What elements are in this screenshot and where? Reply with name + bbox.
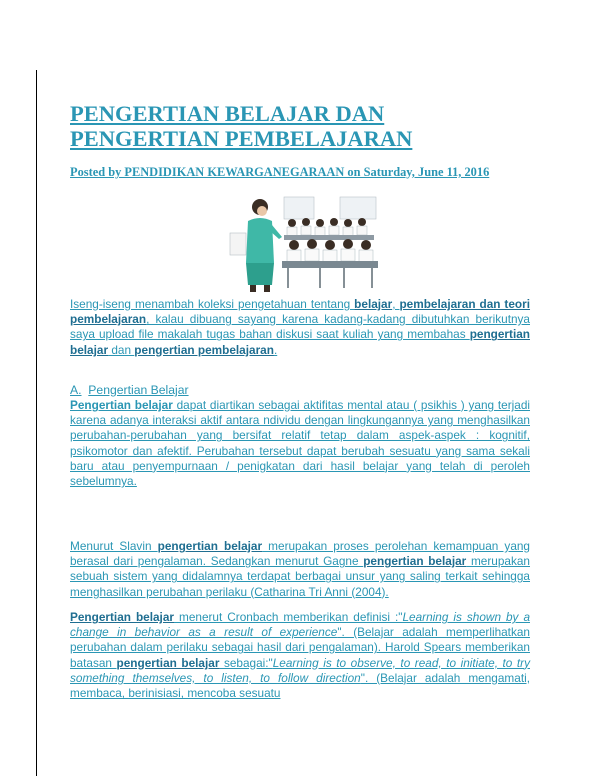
spears-text-1[interactable]: sebagai:" xyxy=(219,655,273,670)
cronbach-quote[interactable]: Learning is shown by a change in behavior as a result of experience xyxy=(70,610,530,640)
spears-text-2[interactable]: ". (Belajar adalah mengamati, membaca, berinisiasi, mencoba sesuatu xyxy=(70,670,530,701)
post-byline[interactable]: Posted by PENDIDIKAN KEWARGANEGARAAN on Saturday, June 11, 2016 xyxy=(70,165,490,179)
keyword-link-pengertian-belajar[interactable]: pengertian belajar xyxy=(116,655,220,670)
keyword-link-pengertian-belajar[interactable]: pengertian belajar xyxy=(70,327,530,357)
slavin-text-1[interactable]: Menurut Slavin xyxy=(70,539,158,553)
post-title-line1: PENGERTIAN BELAJAR DAN xyxy=(70,101,385,126)
keyword-link-pengertian-belajar[interactable]: pengertian belajar xyxy=(363,554,467,569)
definition-text[interactable]: dapat diartikan sebagai aktifitas mental atau ( psikhis ) yang terjadi karena adanya interaksi aktif antara ndividu dengan lingkungannya yang menghasilkan perubahan-perubahan yang bersifat relatif tetap dalam aspek-aspek : kognitif, psikomotor dan afektif. Perubahan tersebut dapat berubah sesuatu yang sama sekali baru atau penyempurnaan / penigkatan dari hasil belajar yang telah di peroleh sebelumnya. xyxy=(70,398,531,489)
slavin-text-3[interactable]: merupakan sebuah sistem yang didalamnya terdapat berbagai unsur yang saling terkait sehingga menghasilkan perubahan perilaku (Catharina Tri Anni (2004). xyxy=(70,554,530,599)
cronbach-text-2[interactable]: ". (Belajar adalah memperlihatkan perubahan dalam perilaku sebagai hasil dari pengalaman). Harold Spears memberikan batasan xyxy=(70,625,530,670)
paragraph-slavin-gagne xyxy=(70,539,530,600)
section-a-heading xyxy=(70,383,189,397)
page-margin-line xyxy=(36,70,37,776)
keyword-link-pengertian-belajar[interactable]: pengertian belajar xyxy=(157,539,263,553)
section-a-marker: A. xyxy=(70,383,82,397)
paragraph-definition xyxy=(70,398,530,489)
slavin-text-2[interactable]: merupakan proses perolehan kemampuan yang berasal dari pengalaman. Sedangkan menurut Gagne xyxy=(70,539,530,569)
keyword-link-pengertian-belajar[interactable]: Pengertian belajar xyxy=(70,610,174,624)
keyword-link-belajar[interactable]: belajar xyxy=(354,297,393,311)
intro-text-2[interactable]: , xyxy=(392,297,400,311)
post-title[interactable] xyxy=(70,101,540,151)
intro-paragraph xyxy=(70,297,530,358)
intro-text-1[interactable]: Iseng-iseng menambah koleksi pengetahuan tentang xyxy=(70,297,355,311)
keyword-link-pembelajaran[interactable]: pembelajaran dan teori pembelajaran xyxy=(70,297,531,327)
post-title-line2: PENGERTIAN PEMBELAJARAN xyxy=(70,126,413,151)
spears-quote[interactable]: Learning is to observe, to read, to initiate, to try something themselves, to listen, to follow direction xyxy=(70,655,530,685)
keyword-link-pengertian-pembelajaran[interactable]: pengertian pembelajaran xyxy=(134,342,274,357)
intro-text-4[interactable]: dan xyxy=(108,342,135,357)
classroom-illustration xyxy=(222,193,384,295)
intro-text-5[interactable]: . xyxy=(273,342,278,357)
paragraph-cronbach-spears xyxy=(70,610,530,701)
intro-text-3[interactable]: , kalau dibuang sayang karena kadang-kadang dibutuhkan berikutnya saya upload file makalah tugas bahan diskusi saat kuliah yang membahas xyxy=(70,312,530,342)
cronbach-text-1[interactable]: menerut Cronbach memberikan definisi :" xyxy=(174,610,403,624)
section-a-title[interactable]: Pengertian Belajar xyxy=(88,383,189,397)
keyword-link-pengertian-belajar[interactable]: Pengertian belajar xyxy=(70,398,173,412)
